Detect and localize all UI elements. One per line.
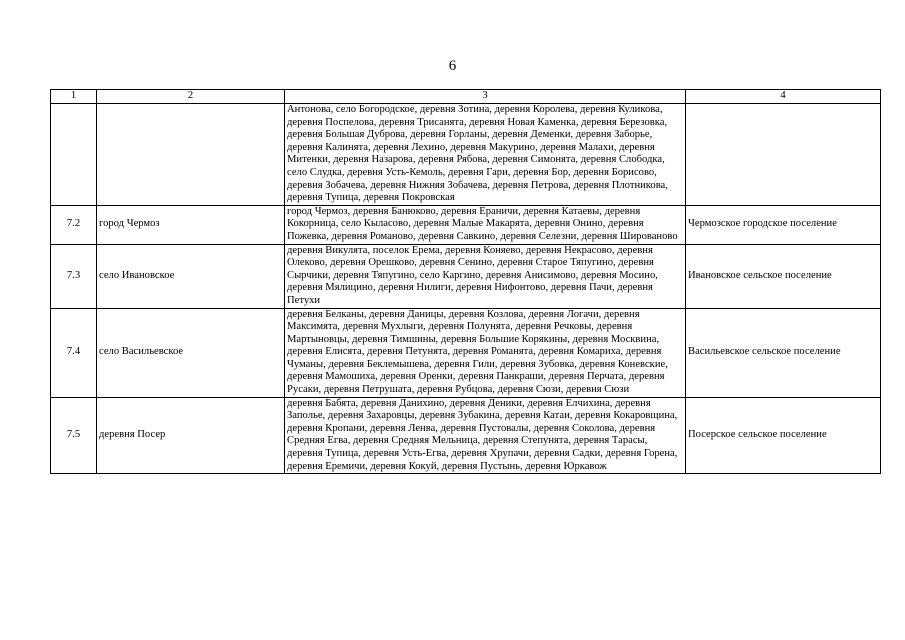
municipality: Васильевское сельское поселение bbox=[686, 308, 881, 397]
header-row bbox=[51, 90, 881, 104]
settlements-list: Антонова, село Богородское, деревня Зотина, деревня Королева, деревня Куликова, деревня Поспелова, деревня Трисанята, деревня Новая Каменка, деревня Березовка, деревня Большая Дуброва, деревня Горланы, деревня Деменки, деревня Заборье, деревня Калинята, деревня Лехино, деревня Макурино, деревня Малахи, деревня Митенки, деревня Назарова, деревня Рябова, деревня Симонята, деревня Слободка, село Слудка, деревня Усть-Кемоль, деревня Гари, деревня Бор, деревня Борисово, деревня Зобачева, деревня Нижняя Зобачева, деревня Петрова, деревня Плотникова, деревня Тупица, деревня Покровская bbox=[285, 104, 686, 206]
table-row bbox=[51, 205, 881, 244]
municipality: Ивановское сельское поселение bbox=[686, 244, 881, 308]
row-number: 7.5 bbox=[51, 397, 97, 474]
municipality bbox=[686, 104, 881, 206]
row-number: 7.3 bbox=[51, 244, 97, 308]
row-number: 7.4 bbox=[51, 308, 97, 397]
header-col-4: 4 bbox=[686, 90, 881, 104]
settlements-list: деревня Викулята, поселок Ерема, деревня Коняево, деревня Некрасово, деревня Олеково, деревня Орешково, деревня Сенино, деревня Старое Тяпугино, деревня Сырчики, деревня Тяпугино, село Каргино, деревня Анисимово, деревня Мосино, деревня Мялицино, деревня Нилиги, деревня Нифонтово, деревня Пачи, деревня Петухи bbox=[285, 244, 686, 308]
settlements-list: город Чермоз, деревня Банюково, деревня Ераничи, деревня Катаевы, деревня Кокорница, село Кыласово, деревня Малые Макарята, деревня Онино, деревня Пожевка, деревня Романово, деревня Савкино, деревня Селезни, деревня Шированово bbox=[285, 205, 686, 244]
page-number: 6 bbox=[448, 58, 457, 74]
admin-center: деревня Посер bbox=[97, 397, 285, 474]
municipality: Чермозское городское поселение bbox=[686, 205, 881, 244]
municipality: Посерское сельское поселение bbox=[686, 397, 881, 474]
admin-center bbox=[97, 104, 285, 206]
settlements-list: деревня Бабята, деревня Данихино, деревня Деники, деревня Елчихина, деревня Заполье, деревня Захаровцы, деревня Зубакина, деревня Катаи, деревня Кокаровщина, деревня Кропани, деревня Ленва, деревня Пустовалы, деревня Соколова, деревня Средняя Егва, деревня Средняя Мельница, деревня Степунята, деревня Тарасы, деревня Тупица, деревня Усть-Егва, деревня Хрупачи, деревня Садки, деревня Горена, деревня Еремичи, деревня Кокуй, деревня Пустынь, деревня Юркавож bbox=[285, 397, 686, 474]
header-col-1: 1 bbox=[51, 90, 97, 104]
admin-center: село Васильевское bbox=[97, 308, 285, 397]
table-row bbox=[51, 308, 881, 397]
admin-center: село Ивановское bbox=[97, 244, 285, 308]
settlements-table bbox=[50, 89, 881, 474]
table-row bbox=[51, 397, 881, 474]
table-row bbox=[51, 244, 881, 308]
admin-center: город Чермоз bbox=[97, 205, 285, 244]
row-number bbox=[51, 104, 97, 206]
header-col-2: 2 bbox=[97, 90, 285, 104]
row-number: 7.2 bbox=[51, 205, 97, 244]
header-col-3: 3 bbox=[285, 90, 686, 104]
settlements-list: деревня Белканы, деревня Даницы, деревня Козлова, деревня Логачи, деревня Максимята, деревня Мухлыги, деревня Полунята, деревня Речковы, деревня Мартыновцы, деревня Тимшины, деревня Большие Корякины, деревня Москвина, деревня Елисята, деревня Петунята, деревня Романята, деревня Комариха, деревня Чуманы, деревня Беклемышева, деревня Гили, деревня Зубовка, деревня Коневские, деревня Мамошиха, деревня Оренки, деревня Панкраши, деревня Перчата, деревня Русаки, деревня Петрушата, деревня Рубцова, деревня Сюзи, деревня Сюзи bbox=[285, 308, 686, 397]
table-row bbox=[51, 104, 881, 206]
